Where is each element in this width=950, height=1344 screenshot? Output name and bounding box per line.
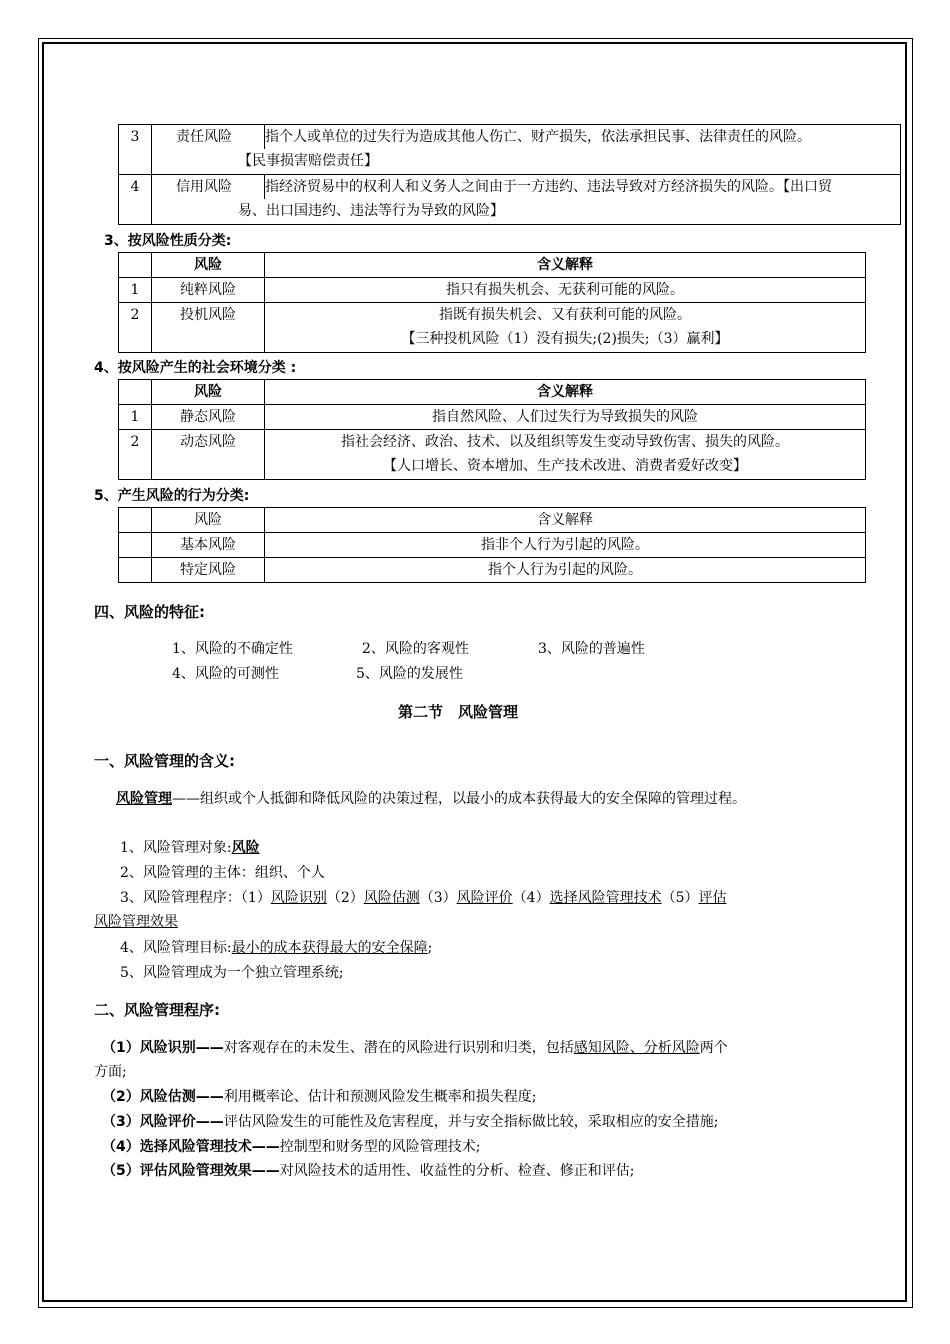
item-label: 1、风险管理对象: <box>120 840 232 856</box>
step-label: 风险评价 <box>456 890 513 906</box>
table-header-row <box>119 380 866 405</box>
step-label: 风险识别 <box>270 890 327 906</box>
risk-meaning: 指个人或单位的过失行为造成其他人伤亡、财产损失，依法承担民事、法律责任的风险。 <box>264 125 811 149</box>
nature-risk-table <box>118 252 866 353</box>
risk-term: 静态风险 <box>152 405 265 430</box>
item-value: 风险 <box>231 840 260 856</box>
table-row <box>119 405 866 430</box>
header-meaning: 含义解释 <box>265 253 866 278</box>
risk-term: 基本风险 <box>152 533 265 558</box>
behavior-classification-heading: 5、产生风险的行为分类: <box>94 488 250 504</box>
risk-meaning-note: 【三种投机风险（1）没有损失;(2)损失;（3）赢利】 <box>401 331 729 347</box>
feature-item: 2、风险的客观性 <box>362 641 469 657</box>
step-text: 评估风险发生的可能性及危害程度，并与安全指标做比较，采取相应的安全措施; <box>223 1114 719 1130</box>
item-label: 3、风险管理程序：（1） <box>120 890 271 906</box>
row-number: 2 <box>119 430 152 480</box>
header-risk: 风险 <box>152 508 265 533</box>
header-meaning: 含义解释 <box>265 380 866 405</box>
table-row <box>119 125 901 175</box>
table-row <box>119 278 866 303</box>
row-number: 1 <box>119 405 152 430</box>
step-number: （3） <box>419 890 457 906</box>
step-term: （3）风险评价—— <box>102 1114 224 1130</box>
risk-meaning: 指个人行为引起的风险。 <box>265 558 866 583</box>
row-number: 1 <box>119 278 152 303</box>
step-text: 两个 <box>699 1040 728 1056</box>
item-object <box>120 837 260 857</box>
risk-meaning-note: 易、出口国违约、违法等行为导致的风险】 <box>238 203 504 219</box>
procedure-heading: 二、风险管理程序: <box>94 1001 220 1019</box>
risk-term: 动态风险 <box>152 430 265 480</box>
risk-meaning-line: 指社会经济、政治、技术、以及组织等发生变动导致伤害、损失的风险。 <box>341 434 789 450</box>
row-content <box>152 175 901 225</box>
risk-term: 特定风险 <box>152 558 265 583</box>
step-term: （1）风险识别—— <box>102 1040 224 1056</box>
header-risk: 风险 <box>152 253 265 278</box>
step-term: （4）选择风险管理技术—— <box>102 1139 280 1155</box>
procedure-step <box>102 1160 634 1180</box>
step-text: 对客观存在的未发生、潜在的风险进行识别和归类，包括 <box>223 1040 574 1056</box>
step-number: （4） <box>512 890 550 906</box>
item-procedure <box>120 887 727 907</box>
definition-term: 风险管理 <box>116 791 172 807</box>
table-row <box>119 533 866 558</box>
definition-text: ——组织或个人抵御和降低风险的决策过程，以最小的成本获得最大的安全保障的管理过程。 <box>172 791 746 807</box>
procedure-step <box>102 1037 728 1057</box>
step-text: 控制型和财务型的风险管理技术; <box>279 1139 481 1155</box>
risk-term: 责任风险 <box>176 129 232 145</box>
step-term: （2）风险估测—— <box>102 1089 224 1105</box>
procedure-step-continued: 方面; <box>94 1064 127 1080</box>
risk-term: 投机风险 <box>152 303 265 353</box>
feature-item: 3、风险的普遍性 <box>538 641 645 657</box>
step-text: 利用概率论、估计和预测风险发生概率和损失程度; <box>223 1089 537 1105</box>
row-number: 4 <box>119 175 152 225</box>
nature-classification-heading: 3、按风险性质分类: <box>104 233 232 249</box>
procedure-step <box>102 1111 718 1131</box>
table-row <box>119 430 866 480</box>
item-value: 最小的成本获得最大的安全保障 <box>231 940 428 956</box>
item-punct: ; <box>427 940 433 956</box>
header-meaning: 含义解释 <box>265 508 866 533</box>
risk-meaning: 指经济贸易中的权利人和义务人之间由于一方违约、违法导致对方经济损失的风险。【出口贸 <box>264 175 832 199</box>
features-heading: 四、风险的特征: <box>94 603 205 621</box>
procedure-step <box>102 1086 536 1106</box>
risk-meaning <box>265 303 866 353</box>
section-title: 第二节 风险管理 <box>398 703 519 721</box>
step-label: 风险估测 <box>363 890 420 906</box>
risk-term: 纯粹风险 <box>152 278 265 303</box>
item-system: 5、风险管理成为一个独立管理系统; <box>120 965 344 981</box>
risk-meaning: 指自然风险、人们过失行为导致损失的风险 <box>265 405 866 430</box>
behavior-risk-table <box>118 507 866 583</box>
table-row <box>119 303 866 353</box>
row-number: 3 <box>119 125 152 175</box>
step-label: 选择风险管理技术 <box>549 890 662 906</box>
liability-credit-risk-table <box>118 124 901 225</box>
row-content <box>152 125 901 175</box>
social-env-risk-table <box>118 379 866 480</box>
step-label: 评估 <box>698 890 727 906</box>
header-risk: 风险 <box>152 380 265 405</box>
item-label: 4、风险管理目标: <box>120 940 232 956</box>
definition-line <box>116 788 746 808</box>
risk-meaning-note: 【人口增长、资本增加、生产技术改进、消费者爱好改变】 <box>383 458 747 474</box>
risk-meaning: 指非个人行为引起的风险。 <box>265 533 866 558</box>
social-env-classification-heading: 4、按风险产生的社会环境分类 : <box>94 360 297 376</box>
table-header-row <box>119 508 866 533</box>
feature-item: 5、风险的发展性 <box>356 666 463 682</box>
item-subject: 2、风险管理的主体：组织、个人 <box>120 865 325 881</box>
step-emphasis: 感知风险、分析风险 <box>573 1040 700 1056</box>
step-text: 对风险技术的适用性、收益性的分析、检查、修正和评估; <box>279 1163 635 1179</box>
risk-meaning: 指只有损失机会、无获利可能的风险。 <box>265 278 866 303</box>
risk-meaning <box>265 430 866 480</box>
item-procedure-continued: 风险管理效果 <box>94 914 178 930</box>
procedure-step <box>102 1136 480 1156</box>
risk-meaning-note: 【民事损害赔偿责任】 <box>238 153 378 169</box>
meaning-heading: 一、风险管理的含义: <box>94 752 235 770</box>
table-header-row <box>119 253 866 278</box>
risk-term: 信用风险 <box>176 179 232 195</box>
table-row <box>119 558 866 583</box>
step-number: （2） <box>326 890 364 906</box>
item-goal <box>120 937 432 957</box>
step-term: （5）评估风险管理效果—— <box>102 1163 280 1179</box>
step-number: （5） <box>661 890 699 906</box>
row-number: 2 <box>119 303 152 353</box>
feature-item: 4、风险的可测性 <box>172 666 279 682</box>
table-row <box>119 175 901 225</box>
risk-meaning-line: 指既有损失机会、又有获利可能的风险。 <box>439 307 691 323</box>
feature-item: 1、风险的不确定性 <box>172 641 293 657</box>
